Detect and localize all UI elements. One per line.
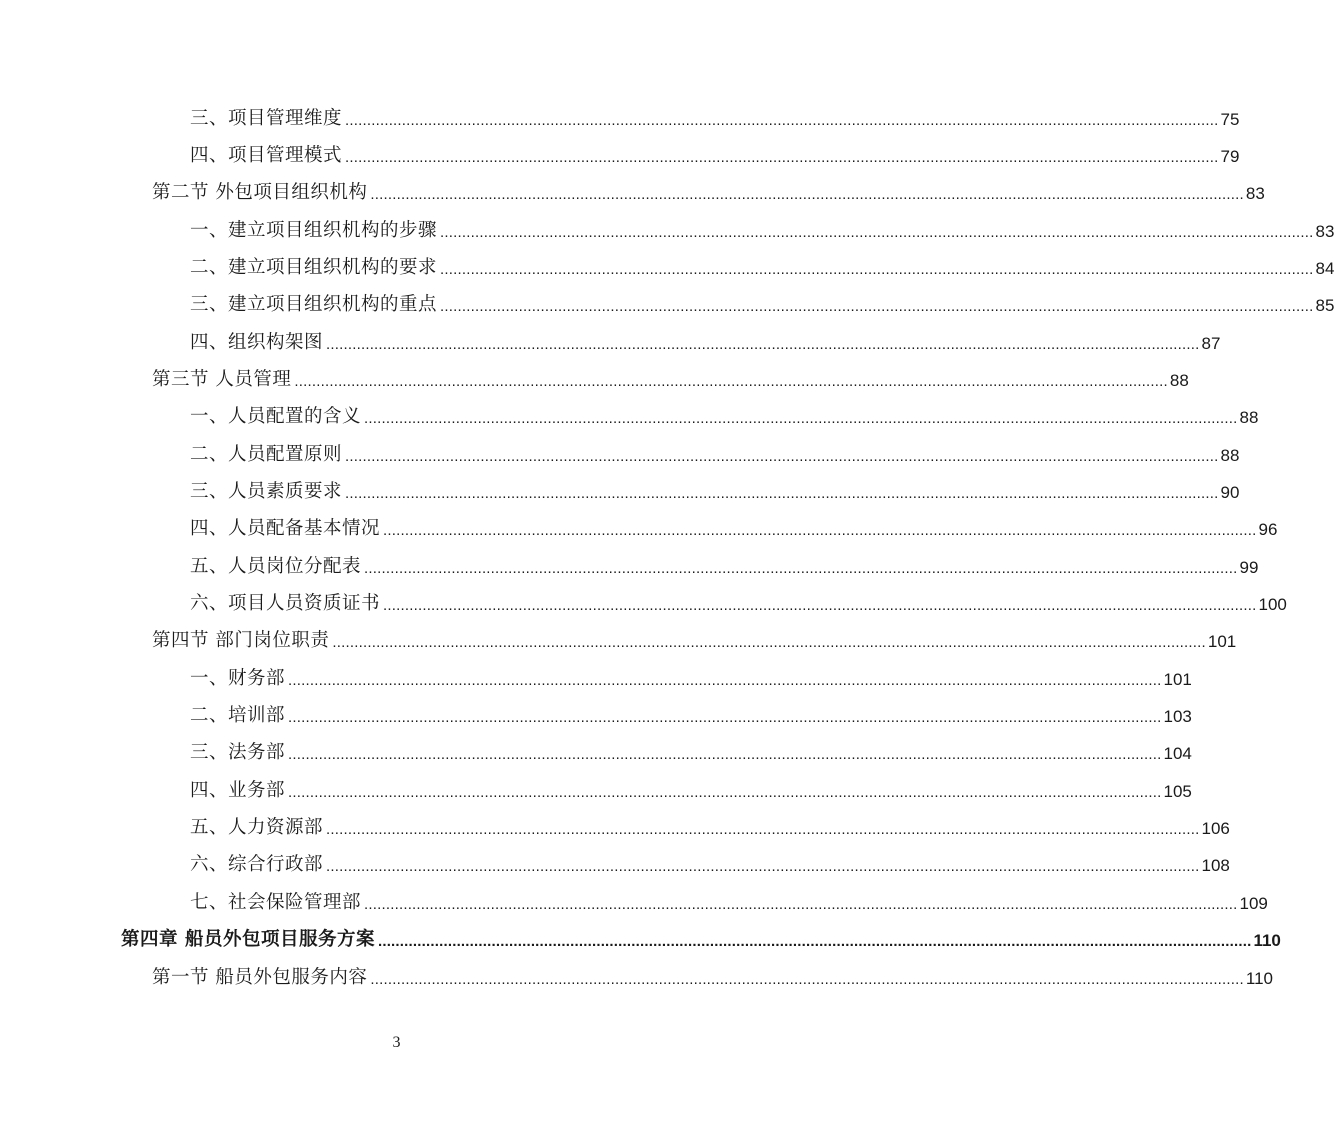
toc-entry-page: 87 (1201, 334, 1221, 353)
toc-leader-dots: ........................................................................................................................................................................................................ (288, 672, 1162, 689)
toc-entry-page: 84 (1315, 259, 1334, 278)
toc-entry-label: 四、人员配备基本情况 (190, 518, 381, 539)
toc-entry-page: 104 (1163, 744, 1192, 763)
toc-leader-dots: ........................................................................................................................................................................................................ (364, 896, 1238, 913)
toc-entry[interactable] (152, 959, 1273, 989)
toc-entry-page: 90 (1220, 483, 1240, 502)
toc-entry-page: 99 (1239, 558, 1259, 577)
toc-entry[interactable] (190, 884, 1268, 914)
toc-entry-page: 96 (1258, 520, 1278, 539)
toc-leader-dots: ........................................................................................................................................................................................................ (383, 597, 1257, 614)
toc-entry-label: 第二节 外包项目组织机构 (152, 182, 368, 203)
toc-entry-page: 83 (1245, 184, 1265, 203)
toc-entry[interactable] (190, 660, 1192, 690)
toc-entry-page: 101 (1163, 670, 1192, 689)
toc-entry-label: 三、建立项目组织机构的重点 (190, 294, 438, 315)
toc-entry[interactable] (190, 510, 1278, 540)
toc-leader-dots: ........................................................................................................................................................................................................ (288, 746, 1162, 763)
toc-entry[interactable] (190, 137, 1240, 167)
toc-entry-label: 二、培训部 (190, 705, 286, 726)
toc-entry-label: 第一节 船员外包服务内容 (152, 967, 368, 988)
toc-entry-page: 108 (1201, 856, 1230, 875)
toc-entry[interactable] (190, 249, 1334, 279)
toc-entry-page: 101 (1207, 632, 1237, 651)
toc-entry[interactable] (190, 324, 1221, 354)
toc-leader-dots: ........................................................................................................................................................................................................ (345, 149, 1219, 166)
toc-entry[interactable] (190, 100, 1240, 130)
toc-leader-dots: ........................................................................................................................................................................................................ (440, 298, 1314, 315)
toc-leader-dots: ........................................................................................................................................................................................................ (345, 112, 1219, 129)
toc-leader-dots: ........................................................................................................................................................................................................ (383, 522, 1257, 539)
toc-entry[interactable] (190, 548, 1259, 578)
toc-entry-label: 第四章 船员外包项目服务方案 (121, 929, 375, 950)
toc-leader-dots: ........................................................................................................................................................................................................ (288, 784, 1162, 801)
toc-entry-page: 75 (1220, 110, 1240, 129)
toc-entry-label: 三、人员素质要求 (190, 481, 343, 502)
toc-leader-dots: ........................................................................................................................................................................................................ (326, 858, 1200, 875)
toc-entry-label: 二、人员配置原则 (190, 444, 343, 465)
toc-leader-dots: ........................................................................................................................................................................................................ (364, 410, 1238, 427)
toc-entry-page: 100 (1258, 595, 1287, 614)
toc-entry-page: 88 (1239, 408, 1259, 427)
toc-entry-label: 一、人员配置的含义 (190, 406, 362, 427)
toc-leader-dots: ........................................................................................................................................................................................................ (288, 709, 1162, 726)
toc-entry-page: 88 (1220, 446, 1240, 465)
toc-leader-dots: ........................................................................................................................................................................................................ (345, 448, 1219, 465)
toc-entry-label: 五、人力资源部 (190, 817, 324, 838)
toc-entry-page: 110 (1245, 969, 1273, 988)
toc-leader-dots: ........................................................................................................................................................................................................ (370, 971, 1244, 988)
toc-entry-page: 83 (1315, 222, 1334, 241)
toc-entry-label: 二、建立项目组织机构的要求 (190, 257, 438, 278)
toc-entry-page: 103 (1163, 707, 1192, 726)
toc-entry-label: 六、综合行政部 (190, 854, 324, 875)
toc-entry-label: 四、项目管理模式 (190, 145, 343, 166)
toc-entry-label: 一、财务部 (190, 668, 286, 689)
toc-entry-chapter[interactable] (121, 921, 1281, 951)
toc-entry-page: 88 (1169, 371, 1189, 390)
toc-leader-dots: ........................................................................................................................................................................................................ (326, 336, 1200, 353)
toc-entry-label: 四、组织构架图 (190, 332, 324, 353)
toc-entry-label: 第四节 部门岗位职责 (152, 630, 330, 651)
toc-entry[interactable] (190, 436, 1240, 466)
toc-leader-dots: ........................................................................................................................................................................................................ (332, 634, 1206, 651)
toc-entry-page: 109 (1239, 894, 1268, 913)
toc-entry-label: 四、业务部 (190, 780, 286, 801)
toc-entry-label: 六、项目人员资质证书 (190, 593, 381, 614)
toc-entry-label: 三、法务部 (190, 742, 286, 763)
toc-entry[interactable] (152, 361, 1189, 391)
toc-entry[interactable] (190, 846, 1230, 876)
toc-entry[interactable] (190, 212, 1334, 242)
toc-leader-dots: ........................................................................................................................................................................................................ (370, 186, 1244, 203)
toc-entry-page: 106 (1201, 819, 1230, 838)
toc-entry-page: 110 (1253, 931, 1281, 950)
toc-entry-page: 105 (1163, 782, 1192, 801)
toc-entry[interactable] (190, 398, 1259, 428)
toc-leader-dots: ........................................................................................................................................................................................................ (326, 821, 1200, 838)
toc-leader-dots: ........................................................................................................................................................................................................ (440, 261, 1314, 278)
toc-entry-label: 七、社会保险管理部 (190, 892, 362, 913)
toc-entry-label: 三、项目管理维度 (190, 108, 343, 129)
toc-entry[interactable] (190, 772, 1192, 802)
toc-entry[interactable] (152, 622, 1237, 652)
toc-leader-dots: ........................................................................................................................................................................................................ (440, 224, 1314, 241)
toc-entry[interactable] (152, 174, 1265, 204)
page-number: 3 (392, 1034, 401, 1051)
toc-leader-dots: ........................................................................................................................................................................................................ (377, 933, 1252, 950)
toc-leader-dots: ........................................................................................................................................................................................................ (345, 485, 1219, 502)
toc-entry[interactable] (190, 809, 1230, 839)
toc-entry-page: 85 (1315, 296, 1334, 315)
toc-entry[interactable] (190, 286, 1334, 316)
toc-entry-label: 五、人员岗位分配表 (190, 556, 362, 577)
toc-leader-dots: ........................................................................................................................................................................................................ (294, 373, 1168, 390)
toc-entry[interactable] (190, 585, 1287, 615)
toc-entry[interactable] (190, 734, 1192, 764)
toc-entry-page: 79 (1220, 147, 1240, 166)
toc-leader-dots: ........................................................................................................................................................................................................ (364, 560, 1238, 577)
toc-entry-label: 一、建立项目组织机构的步骤 (190, 220, 438, 241)
toc-entry[interactable] (190, 473, 1240, 503)
toc-entry[interactable] (190, 697, 1192, 727)
toc-entry-label: 第三节 人员管理 (152, 369, 292, 390)
